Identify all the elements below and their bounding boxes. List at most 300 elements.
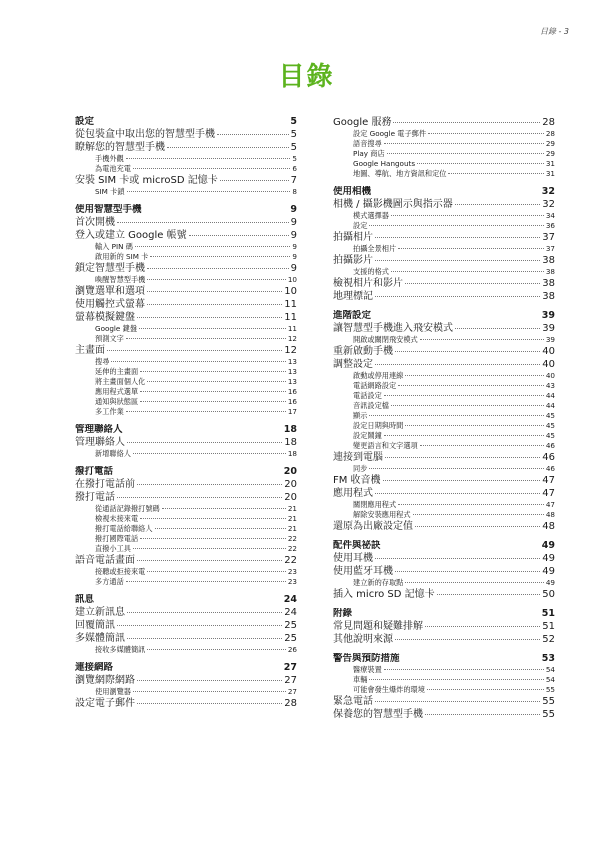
dot-leader (375, 237, 540, 238)
dot-leader (384, 143, 544, 144)
toc-entry[interactable] (75, 187, 297, 197)
toc-page-number: 22 (284, 555, 297, 566)
toc-entry[interactable] (333, 129, 555, 139)
toc-entry[interactable] (333, 500, 555, 510)
toc-page-number: 27 (283, 662, 297, 673)
toc-entry-label: 瀏覽網際網路 (75, 675, 135, 686)
toc-section-heading[interactable] (333, 310, 555, 322)
toc-page-number: 28 (284, 698, 297, 709)
dot-leader (140, 391, 286, 392)
dot-leader (427, 689, 544, 690)
toc-entry[interactable] (333, 675, 555, 685)
dot-leader (147, 649, 286, 650)
dot-leader (147, 279, 286, 280)
toc-entry-label: 拍攝全景相片 (353, 244, 397, 253)
toc-page-number: 21 (287, 524, 297, 533)
dot-leader (369, 679, 543, 680)
toc-entry-label: 瞭解您的智慧型手機 (75, 142, 165, 153)
dot-leader (137, 680, 282, 681)
toc-entry-label: 從包裝盒中取出您的智慧型手機 (75, 129, 215, 140)
toc-page-number: 40 (545, 371, 555, 380)
toc-entry[interactable] (333, 116, 555, 129)
toc-page-number: 28 (542, 117, 555, 128)
toc-page-number: 20 (284, 479, 297, 490)
toc-entry[interactable] (333, 695, 555, 708)
toc-page-number: 12 (287, 334, 297, 343)
toc-entry-label: 管理聯絡人 (75, 437, 125, 448)
toc-entry[interactable] (333, 464, 555, 474)
toc-page-number: 47 (542, 475, 555, 486)
toc-page-number: 22 (287, 544, 297, 553)
toc-entry[interactable] (75, 128, 297, 141)
toc-page-number: 31 (545, 169, 555, 178)
toc-page-number: 45 (545, 421, 555, 430)
toc-section-heading[interactable] (75, 594, 297, 606)
toc-entry[interactable] (75, 285, 297, 298)
dot-leader (369, 415, 543, 416)
toc-entry[interactable] (75, 554, 297, 567)
dot-leader (395, 639, 540, 640)
toc-page-number: 13 (287, 367, 297, 376)
toc-entry[interactable] (333, 381, 555, 391)
toc-entry[interactable] (75, 567, 297, 577)
toc-entry-label: 應用程式 (333, 488, 373, 499)
dot-leader (150, 256, 290, 257)
toc-page-number: 53 (541, 653, 555, 664)
toc-section-heading[interactable] (75, 116, 297, 128)
toc-entry-label: Google Hangouts (353, 159, 416, 168)
toc-entry-label: 檢視未接來電 (95, 514, 139, 523)
toc-entry[interactable] (75, 697, 297, 710)
dot-leader (383, 480, 541, 481)
toc-entry[interactable] (75, 606, 297, 619)
toc-entry-label: 進階設定 (333, 310, 372, 321)
toc-entry[interactable] (333, 510, 555, 520)
toc-page-number: 39 (541, 310, 555, 321)
toc-entry[interactable] (333, 244, 555, 254)
toc-entry-label: 訊息 (75, 594, 95, 605)
dot-leader (167, 147, 289, 148)
toc-page-number: 29 (545, 149, 555, 158)
toc-entry-label: 還原為出廠設定值 (333, 521, 413, 532)
toc-entry-label: SIM 卡鎖 (95, 187, 125, 196)
toc-entry-label: 地圖、導航、地方資訊和定位 (353, 169, 447, 178)
toc-page-number: 39 (542, 323, 555, 334)
dot-leader (107, 350, 282, 351)
dot-leader (135, 246, 290, 247)
toc-entry-label: 保養您的智慧型手機 (333, 709, 423, 720)
toc-entry[interactable] (333, 198, 555, 211)
dot-leader (405, 425, 544, 426)
toc-entry-label: 拍攝影片 (333, 255, 373, 266)
toc-entry[interactable] (75, 436, 297, 449)
toc-entry[interactable] (75, 397, 297, 407)
toc-entry[interactable] (75, 478, 297, 491)
toc-page-number: 25 (284, 633, 297, 644)
dot-leader (117, 497, 282, 498)
toc-entry[interactable] (75, 334, 297, 344)
dot-leader (391, 215, 544, 216)
dot-leader (133, 168, 290, 169)
toc-entry-label: 為電池充電 (95, 164, 131, 173)
dot-leader (384, 435, 544, 436)
toc-page-number: 43 (545, 381, 555, 390)
toc-entry[interactable] (75, 377, 297, 387)
toc-page-number: 44 (545, 391, 555, 400)
toc-section-heading[interactable] (333, 653, 555, 665)
toc-entry-label: Google 服務 (333, 117, 392, 128)
toc-entry[interactable] (333, 451, 555, 464)
toc-page-number: 38 (542, 255, 555, 266)
dot-leader (425, 626, 540, 627)
toc-entry[interactable] (333, 391, 555, 401)
dot-leader (137, 484, 282, 485)
toc-entry-label: 連接到電腦 (333, 452, 383, 463)
toc-entry-label: 支援的格式 (353, 267, 389, 276)
toc-page-number: 51 (541, 608, 555, 619)
toc-page-number: 9 (290, 217, 297, 228)
toc-entry[interactable] (333, 169, 555, 179)
toc-entry-label: 直撥小工具 (95, 544, 131, 553)
toc-entry-label: 輸入 PIN 碼 (95, 242, 133, 251)
toc-page-number: 16 (287, 397, 297, 406)
toc-entry[interactable] (333, 685, 555, 695)
toc-entry-label: 建立新訊息 (75, 607, 125, 618)
toc-page-number: 17 (287, 407, 297, 416)
toc-entry-label: 通知與狀態區 (95, 397, 139, 406)
toc-entry[interactable] (75, 534, 297, 544)
toc-page-number: 13 (287, 357, 297, 366)
toc-page-number: 26 (287, 645, 297, 654)
toc-section-heading[interactable] (75, 424, 297, 436)
toc-section-heading[interactable] (333, 540, 555, 552)
dot-leader (140, 371, 286, 372)
dot-leader (139, 328, 286, 329)
toc-entry-label: 多方通話 (95, 577, 124, 586)
dot-leader (147, 291, 282, 292)
toc-page-number: 22 (287, 534, 297, 543)
toc-entry[interactable] (333, 588, 555, 601)
dot-leader (391, 271, 544, 272)
toc-page-number: 46 (545, 464, 555, 473)
toc-entry[interactable] (333, 431, 555, 441)
toc-entry-label: 設定 Google 電子郵件 (353, 129, 427, 138)
toc-entry[interactable] (75, 491, 297, 504)
toc-right-column (333, 116, 555, 721)
toc-entry[interactable] (75, 174, 297, 187)
toc-entry-label: 預測文字 (95, 334, 124, 343)
dot-leader (117, 222, 289, 223)
toc-page-number: 36 (545, 221, 555, 230)
toc-entry[interactable] (75, 674, 297, 687)
dot-leader (455, 204, 541, 205)
dot-leader (111, 361, 285, 362)
toc-entry-label: 多工作業 (95, 407, 124, 416)
toc-entry[interactable] (333, 633, 555, 646)
toc-page-number: 40 (542, 346, 555, 357)
toc-entry-label: 模式選擇器 (353, 211, 389, 220)
toc-entry[interactable] (75, 449, 297, 459)
toc-entry[interactable] (333, 708, 555, 721)
toc-entry-label: FM 收音機 (333, 475, 381, 486)
toc-entry[interactable] (75, 577, 297, 587)
toc-entry-label: 首次開機 (75, 217, 115, 228)
dot-leader (147, 381, 286, 382)
toc-entry[interactable] (75, 262, 297, 275)
toc-page-number: 37 (542, 232, 555, 243)
toc-page-number: 7 (290, 175, 297, 186)
toc-entry[interactable] (333, 322, 555, 335)
toc-entry-label: 讓智慧型手機進入飛安模式 (333, 323, 453, 334)
toc-entry-label: 設定 (75, 116, 95, 127)
toc-entry[interactable] (75, 298, 297, 311)
toc-page-number: 5 (292, 154, 297, 163)
toc-page-number: 23 (287, 577, 297, 586)
toc-page-number: 48 (542, 521, 555, 532)
toc-section-heading[interactable] (75, 466, 297, 478)
dot-leader (415, 526, 540, 527)
toc-entry[interactable] (75, 645, 297, 655)
toc-entry[interactable] (75, 524, 297, 534)
toc-page-number: 9 (290, 204, 297, 215)
toc-entry-label: 撥打國際電話 (95, 534, 139, 543)
toc-entry[interactable] (75, 619, 297, 632)
toc-entry-label: 車輛 (353, 675, 368, 684)
toc-entry[interactable] (333, 290, 555, 303)
dot-leader (384, 395, 544, 396)
toc-page-number: 18 (284, 437, 297, 448)
toc-page-number: 9 (292, 252, 297, 261)
toc-entry[interactable] (75, 544, 297, 554)
toc-entry-label: 登入或建立 Google 帳號 (75, 230, 187, 241)
toc-entry[interactable] (333, 358, 555, 371)
toc-entry-label: 管理聯絡人 (75, 424, 123, 435)
toc-entry-label: 回覆簡訊 (75, 620, 115, 631)
toc-entry-label: 瀏覽選單和選項 (75, 286, 145, 297)
toc-entry[interactable] (75, 275, 297, 285)
toc-page-number: 49 (541, 540, 555, 551)
toc-entry[interactable] (333, 211, 555, 221)
dot-leader (375, 296, 540, 297)
toc-page-number: 24 (284, 607, 297, 618)
toc-entry[interactable] (333, 345, 555, 358)
toc-entry-label: 電話設定 (353, 391, 382, 400)
toc-entry-label: 使用相機 (333, 186, 372, 197)
toc-entry-label: 撥打電話 (75, 492, 115, 503)
toc-entry[interactable] (333, 441, 555, 451)
toc-entry[interactable] (333, 277, 555, 290)
dot-leader (127, 638, 282, 639)
toc-entry-label: 變更語言和文字選項 (353, 441, 418, 450)
dot-leader (420, 445, 544, 446)
toc-page-number: 32 (542, 199, 555, 210)
toc-page-number: 27 (284, 675, 297, 686)
toc-entry-label: 多媒體簡訊 (75, 633, 125, 644)
toc-entry[interactable] (75, 242, 297, 252)
toc-page-number: 49 (545, 578, 555, 587)
toc-section-heading[interactable] (75, 204, 297, 216)
toc-page-number: 29 (545, 139, 555, 148)
toc-entry-label: 接收多媒體簡訊 (95, 645, 146, 654)
toc-entry-label: 延伸的主畫面 (95, 367, 139, 376)
toc-entry[interactable] (333, 552, 555, 565)
toc-page-number: 10 (284, 286, 297, 297)
toc-entry[interactable] (75, 154, 297, 164)
dot-leader (395, 571, 540, 572)
toc-entry[interactable] (333, 474, 555, 487)
toc-entry[interactable] (75, 632, 297, 645)
toc-entry-label: 從通話記錄撥打號碼 (95, 504, 160, 513)
dot-leader (375, 558, 540, 559)
dot-leader (405, 283, 540, 284)
toc-page-number: 44 (545, 401, 555, 410)
toc-entry[interactable] (333, 139, 555, 149)
dot-leader (126, 338, 286, 339)
toc-entry[interactable] (333, 487, 555, 500)
toc-entry-label: 使用瀏覽器 (95, 687, 131, 696)
toc-page-number: 48 (545, 510, 555, 519)
dot-leader (448, 173, 543, 174)
toc-entry[interactable] (75, 344, 297, 357)
toc-page-number: 51 (542, 621, 555, 632)
dot-leader (417, 163, 544, 164)
page-title: 目錄 (278, 62, 335, 92)
toc-entry-label: 撥打電話給聯絡人 (95, 524, 153, 533)
dot-leader (369, 468, 543, 469)
toc-entry[interactable] (333, 149, 555, 159)
toc-entry[interactable] (75, 687, 297, 697)
toc-page-number: 6 (292, 164, 297, 173)
toc-entry[interactable] (333, 620, 555, 633)
toc-entry[interactable] (75, 229, 297, 242)
toc-page-number: 39 (545, 335, 555, 344)
toc-entry[interactable] (333, 371, 555, 381)
toc-entry[interactable] (75, 216, 297, 229)
toc-entry-label: 同步 (353, 464, 368, 473)
dot-leader (455, 328, 540, 329)
toc-entry[interactable] (75, 514, 297, 524)
toc-entry[interactable] (75, 407, 297, 417)
toc-entry[interactable] (333, 231, 555, 244)
toc-entry-label: 相機 / 攝影機圖示與指示器 (333, 199, 453, 210)
toc-entry[interactable] (333, 159, 555, 169)
toc-entry[interactable] (75, 141, 297, 154)
dot-leader (137, 560, 282, 561)
toc-entry[interactable] (333, 267, 555, 277)
toc-page-number: 16 (287, 387, 297, 396)
dot-leader (428, 133, 544, 134)
toc-page-number: 20 (283, 466, 297, 477)
toc-entry[interactable] (333, 335, 555, 345)
toc-entry[interactable] (333, 565, 555, 578)
toc-entry-label: 接聽或拒接來電 (95, 567, 146, 576)
toc-page-number: 47 (545, 500, 555, 509)
toc-page-number: 32 (541, 186, 555, 197)
dot-leader (126, 411, 286, 412)
toc-entry[interactable] (75, 504, 297, 514)
toc-entry[interactable] (75, 311, 297, 324)
toc-page-number: 5 (290, 129, 297, 140)
toc-entry[interactable] (333, 254, 555, 267)
toc-entry-label: 螢幕模擬鍵盤 (75, 312, 135, 323)
toc-entry[interactable] (333, 665, 555, 675)
toc-page-number: 49 (542, 553, 555, 564)
toc-page-number: 9 (292, 242, 297, 251)
toc-entry[interactable] (333, 578, 555, 588)
toc-page-number: 55 (542, 696, 555, 707)
toc-entry[interactable] (75, 164, 297, 174)
toc-entry-label: 警告與預防措施 (333, 653, 400, 664)
toc-entry-label: Google 鍵盤 (95, 324, 138, 333)
toc-entry[interactable] (75, 367, 297, 377)
toc-page-number: 18 (283, 424, 297, 435)
toc-section-heading[interactable] (333, 608, 555, 620)
toc-entry-label: 音訊設定檔 (353, 401, 389, 410)
toc-page-number: 20 (284, 492, 297, 503)
dot-leader (375, 701, 540, 702)
toc-entry-label: 拍攝相片 (333, 232, 373, 243)
toc-entry-label: 應用程式選單 (95, 387, 139, 396)
dot-leader (126, 158, 291, 159)
toc-entry-label: 其他說明來源 (333, 634, 393, 645)
toc-entry-label: 配件與祕訣 (333, 540, 381, 551)
dot-leader (127, 191, 291, 192)
toc-entry-label: 重新啟動手機 (333, 346, 393, 357)
toc-entry[interactable] (333, 221, 555, 231)
dot-leader (189, 235, 289, 236)
toc-entry-label: 連接網路 (75, 662, 114, 673)
toc-entry[interactable] (333, 421, 555, 431)
toc-entry-label: 啟用新的 SIM 卡 (95, 252, 149, 261)
toc-page-number: 55 (542, 709, 555, 720)
dot-leader (387, 153, 544, 154)
dot-leader (127, 442, 282, 443)
dot-leader (405, 375, 544, 376)
toc-entry[interactable] (75, 252, 297, 262)
dot-leader (117, 625, 282, 626)
dot-leader (398, 248, 544, 249)
toc-entry-label: 附錄 (333, 608, 353, 619)
toc-page-number: 55 (545, 685, 555, 694)
dot-leader (375, 493, 540, 494)
toc-section-heading[interactable] (333, 186, 555, 198)
toc-entry[interactable] (333, 401, 555, 411)
toc-page-number: 50 (542, 589, 555, 600)
dot-leader (127, 612, 282, 613)
toc-entry[interactable] (333, 520, 555, 533)
toc-entry-label: 安裝 SIM 卡或 microSD 記憶卡 (75, 175, 218, 186)
dot-leader (217, 134, 289, 135)
toc-page-number: 9 (290, 230, 297, 241)
toc-page-number: 45 (545, 431, 555, 440)
toc-entry-label: 使用耳機 (333, 553, 373, 564)
dot-leader (137, 703, 282, 704)
dot-leader (147, 571, 286, 572)
toc-entry-label: 插入 micro SD 記憶卡 (333, 589, 435, 600)
toc-section-heading[interactable] (75, 662, 297, 674)
toc-page-number: 13 (287, 377, 297, 386)
toc-page-number: 9 (290, 263, 297, 274)
toc-entry[interactable] (75, 324, 297, 334)
toc-entry[interactable] (75, 357, 297, 367)
toc-entry-label: 啟動或停用連線 (353, 371, 404, 380)
toc-page-number: 49 (542, 566, 555, 577)
dot-leader (140, 401, 286, 402)
toc-entry[interactable] (333, 411, 555, 421)
toc-page-number: 54 (545, 665, 555, 674)
dot-leader (147, 304, 282, 305)
toc-entry[interactable] (75, 387, 297, 397)
